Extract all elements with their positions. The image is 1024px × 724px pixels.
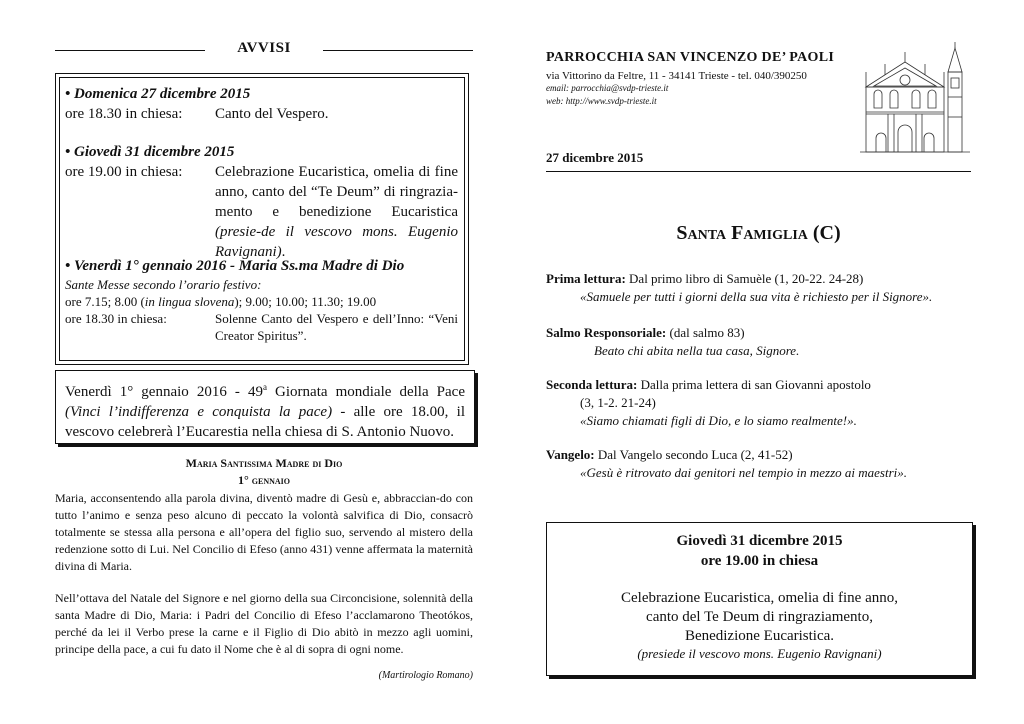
event-subheading: Sante Messe secondo l’orario festivo:: [65, 277, 262, 292]
avvisi-box: [55, 73, 469, 365]
event-heading: • Giovedì 31 dicembre 2015: [65, 144, 235, 160]
announcement-body-3: Benedizione Eucaristica.: [684, 628, 835, 644]
announcement-presider: (presiede il vescovo mons. Eugenio Ravignani): [637, 646, 882, 661]
reading-ref: (3, 1-2. 21-24): [580, 395, 656, 410]
avvisi-header: [55, 40, 473, 60]
parish-name: PARROCCHIA SAN VINCENZO DE’ PAOLI: [546, 50, 835, 65]
pace-notice-box: [55, 370, 475, 444]
reading-label: Vangelo:: [546, 447, 595, 462]
reading-gospel: Vangelo: Dal Vangelo secondo Luca (2, 41-52) «Gesù è ritrovato dai genitori nel tempio in mezzo ai maestri».: [546, 446, 976, 482]
reading-first: Prima lettura: Dal primo libro di Samuèle (1, 20-22. 24-28) «Samuele per tutti i giorni della sua vita è richiesto per il Signore».: [546, 270, 976, 306]
event-time: ore 18.30 in chiesa:: [65, 311, 167, 326]
reading-psalm: Salmo Responsoriale: (dal salmo 83) Beato chi abita nella tua casa, Signore.: [546, 324, 976, 360]
maria-source: (Martirologio Romano): [378, 670, 473, 681]
parish-web: web: http://www.svdp-trieste.it: [546, 96, 657, 106]
event-giovedi: [65, 142, 458, 262]
reading-quote: «Siamo chiamati figli di Dio, e lo siamo realmente!».: [580, 413, 857, 428]
reading-label: Salmo Responsoriale:: [546, 325, 667, 340]
divider: [323, 50, 473, 51]
feast-title: Santa Famiglia (C): [676, 222, 841, 244]
announcement-body-1: Celebrazione Eucaristica, omelia di fine anno,: [621, 590, 898, 606]
avvisi-title: AVVISI: [237, 40, 291, 56]
parish-email: email: parrocchia@svdp-trieste.it: [546, 83, 669, 93]
reading-label: Prima lettura:: [546, 271, 626, 286]
bulletin-date: 27 dicembre 2015: [546, 150, 971, 172]
reading-second: Seconda lettura: Dalla prima lettera di san Giovanni apostolo (3, 1-2. 21-24) «Siamo chiamati figli di Dio, e lo siamo realmente!».: [546, 376, 976, 430]
event-heading: • Venerdì 1° gennaio 2016 - Maria Ss.ma Madre di Dio: [65, 258, 405, 274]
maria-paragraph-2: Nell’ottava del Natale del Signore e nel giorno della sua Circoncisione, solennità della santa Madre di Dio, Maria: i Padri del Concilio di Efeso l’acclamarono Theotókos, perché da lei il Verbo prese la carne e il Figlio di Dio abitò in mezzo agli uomini, principe della pace, a cui fu dato il Nome che è al di sopra di ogni nome.: [55, 591, 473, 656]
giovedi-announcement-box: [546, 522, 973, 676]
event-time: ore 19.00 in chiesa:: [65, 164, 183, 180]
maria-section-subtitle: 1° gennaio: [237, 473, 291, 487]
reading-quote: «Samuele per tutti i giorni della sua vita è richiesto per il Signore».: [580, 289, 933, 304]
pace-notice-text: Venerdì 1° gennaio 2016 - 49$^a$ Giornata mondiale della Pace (Vinci l’indifferenza e conquista la pace) - alle ore 18.00, il vescovo celebrerà l’Eucarestia nella chiesa di S. Antonio Nuovo.: [65, 382, 466, 440]
event-heading: • Domenica 27 dicembre 2015: [65, 86, 251, 102]
church-illustration: [860, 42, 975, 154]
event-desc: Solenne Canto del Vespero e dell’Inno: “Veni Creator Spiritus”.: [215, 311, 458, 343]
maria-section-title: Maria Santissima Madre di Dio 1° gennaio: [55, 455, 473, 489]
event-venerdi: [65, 256, 458, 344]
announcement-date: Giovedì 31 dicembre 2015: [676, 533, 843, 549]
event-desc: Celebrazione Eucaristica, omelia di fine anno, canto del “Te Deum” di ringrazia-mento e benedizione Eucaristica (presie-de il vescovo mons. Eugenio Ravignani).: [215, 164, 458, 260]
event-domenica: [65, 84, 458, 124]
mass-times: ore 7.15; 8.00 (in lingua slovena); 9.00; 10.00; 11.30; 19.00: [65, 294, 377, 309]
announcement-time: ore 19.00 in chiesa: [700, 553, 819, 569]
announcement-body-2: canto del Te Deum di ringraziamento,: [646, 609, 873, 625]
event-desc: Canto del Vespero.: [215, 106, 329, 122]
reading-quote: «Gesù è ritrovato dai genitori nel tempio in mezzo ai maestri».: [580, 465, 908, 480]
parish-address: via Vittorino da Feltre, 11 - 34141 Trieste - tel. 040/390250: [546, 70, 807, 82]
avvisi-inner-frame: [59, 77, 465, 361]
reading-quote: Beato chi abita nella tua casa, Signore.: [594, 343, 800, 358]
maria-paragraph-1: Maria, acconsentendo alla parola divina, diventò madre di Gesù e, abbraccian-do con tutto l’animo e senza peso alcuno di peccato la volontà salvifica di Dio, consacrò totalmente se stessa alla persona e all’opera del figlio suo, servendo al mistero della redenzione sotto di Lui. Nel Concilio di Efeso (anno 431) venne affermata la maternità divina di Maria.: [55, 491, 473, 573]
event-time: ore 18.30 in chiesa:: [65, 106, 183, 122]
reading-label: Seconda lettura:: [546, 377, 638, 392]
parish-header: [546, 50, 866, 108]
